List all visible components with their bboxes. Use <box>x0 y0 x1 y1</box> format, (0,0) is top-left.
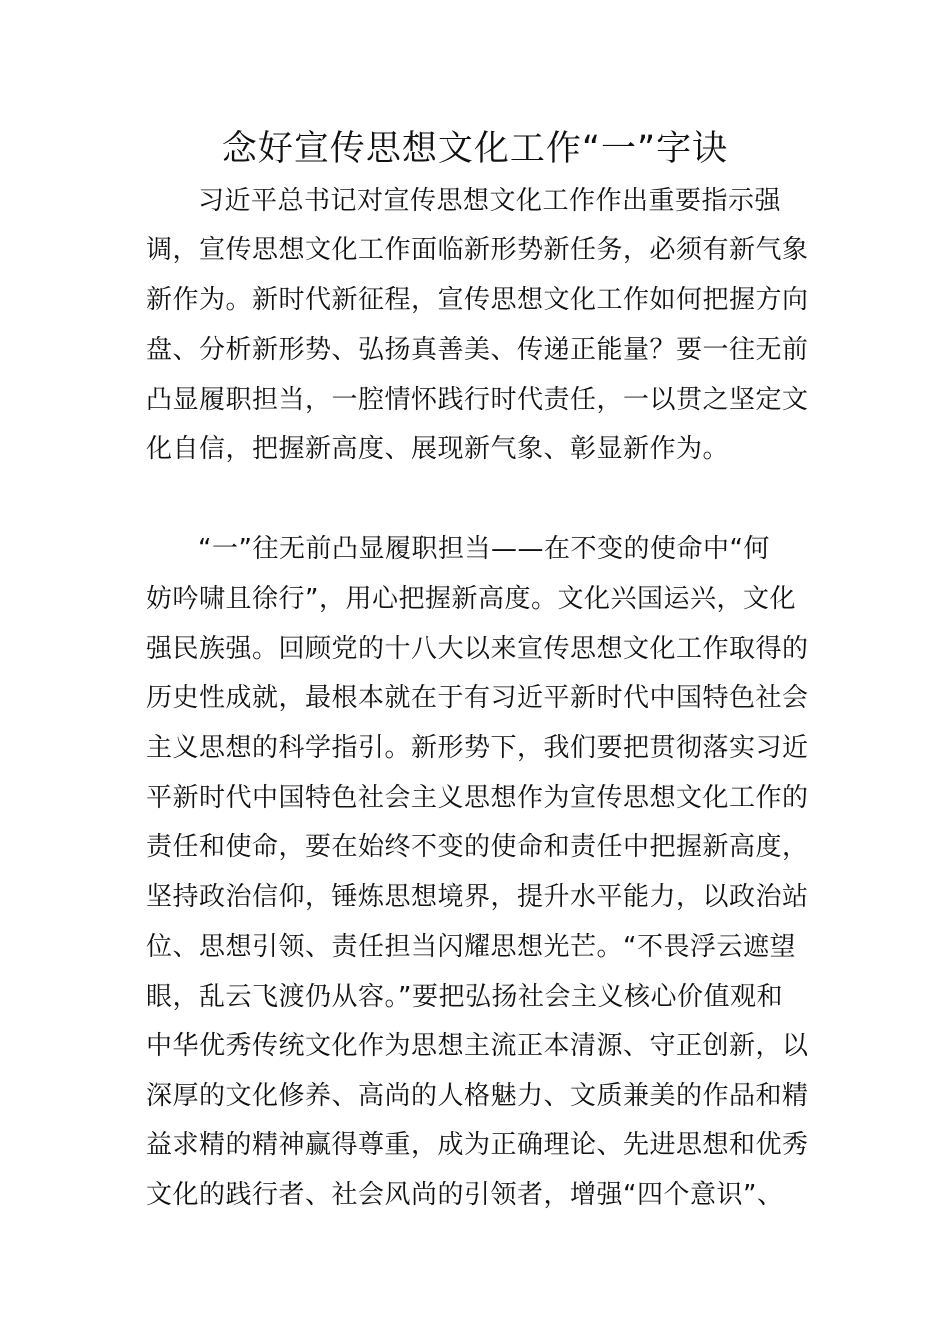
paragraph-line: 盘、分析新形势、弘扬真善美、传递正能量？要一往无前 <box>146 335 809 365</box>
paragraph-line: 习近平总书记对宣传思想文化工作作出重要指示强 <box>198 186 782 216</box>
paragraph-line: 历史性成就，最根本就在于有习近平新时代中国特色社会 <box>146 683 809 713</box>
paragraph-line: 新作为。新时代新征程，宣传思想文化工作如何把握方向 <box>146 285 809 315</box>
paragraph-line: 坚持政治信仰，锤炼思想境界，提升水平能力，以政治站 <box>146 882 809 912</box>
paragraph-line: 中华优秀传统文化作为思想主流正本清源、守正创新，以 <box>146 1031 809 1061</box>
paragraph-line: 眼，乱云飞渡仍从容。”要把弘扬社会主义核心价值观和 <box>146 982 783 1012</box>
paragraph-line: 妨吟啸且徐行”，用心把握新高度。文化兴国运兴，文化 <box>146 584 796 614</box>
paragraph-line: 位、思想引领、责任担当闪耀思想光芒。“不畏浮云遮望 <box>146 932 796 962</box>
paragraph-line: 凸显履职担当，一腔情怀践行时代责任，一以贯之坚定文 <box>146 385 809 415</box>
document-title: 念好宣传思想文化工作“一”字诀 <box>221 129 729 169</box>
paragraph-line: 平新时代中国特色社会主义思想作为宣传思想文化工作的 <box>146 783 809 813</box>
paragraph-line: 深厚的文化修养、高尚的人格魅力、文质兼美的作品和精 <box>146 1081 809 1111</box>
paragraph-line: 调，宣传思想文化工作面临新形势新任务，必须有新气象 <box>146 235 809 265</box>
paragraph-line: 强民族强。回顾党的十八大以来宣传思想文化工作取得的 <box>146 634 809 664</box>
paragraph-line: “一”往无前凸显履职担当——在不变的使命中“何 <box>198 534 770 564</box>
paragraph-line: 文化的践行者、社会风尚的引领者，增强“四个意识”、 <box>146 1180 784 1210</box>
paragraph-line: 化自信，把握新高度、展现新气象、彰显新作为。 <box>146 434 730 464</box>
paragraph-line: 益求精的精神赢得尊重，成为正确理论、先进思想和优秀 <box>146 1130 809 1160</box>
paragraph-line: 责任和使命，要在始终不变的使命和责任中把握新高度， <box>146 832 809 862</box>
paragraph-line: 主义思想的科学指引。新形势下，我们要把贯彻落实习近 <box>146 733 809 763</box>
